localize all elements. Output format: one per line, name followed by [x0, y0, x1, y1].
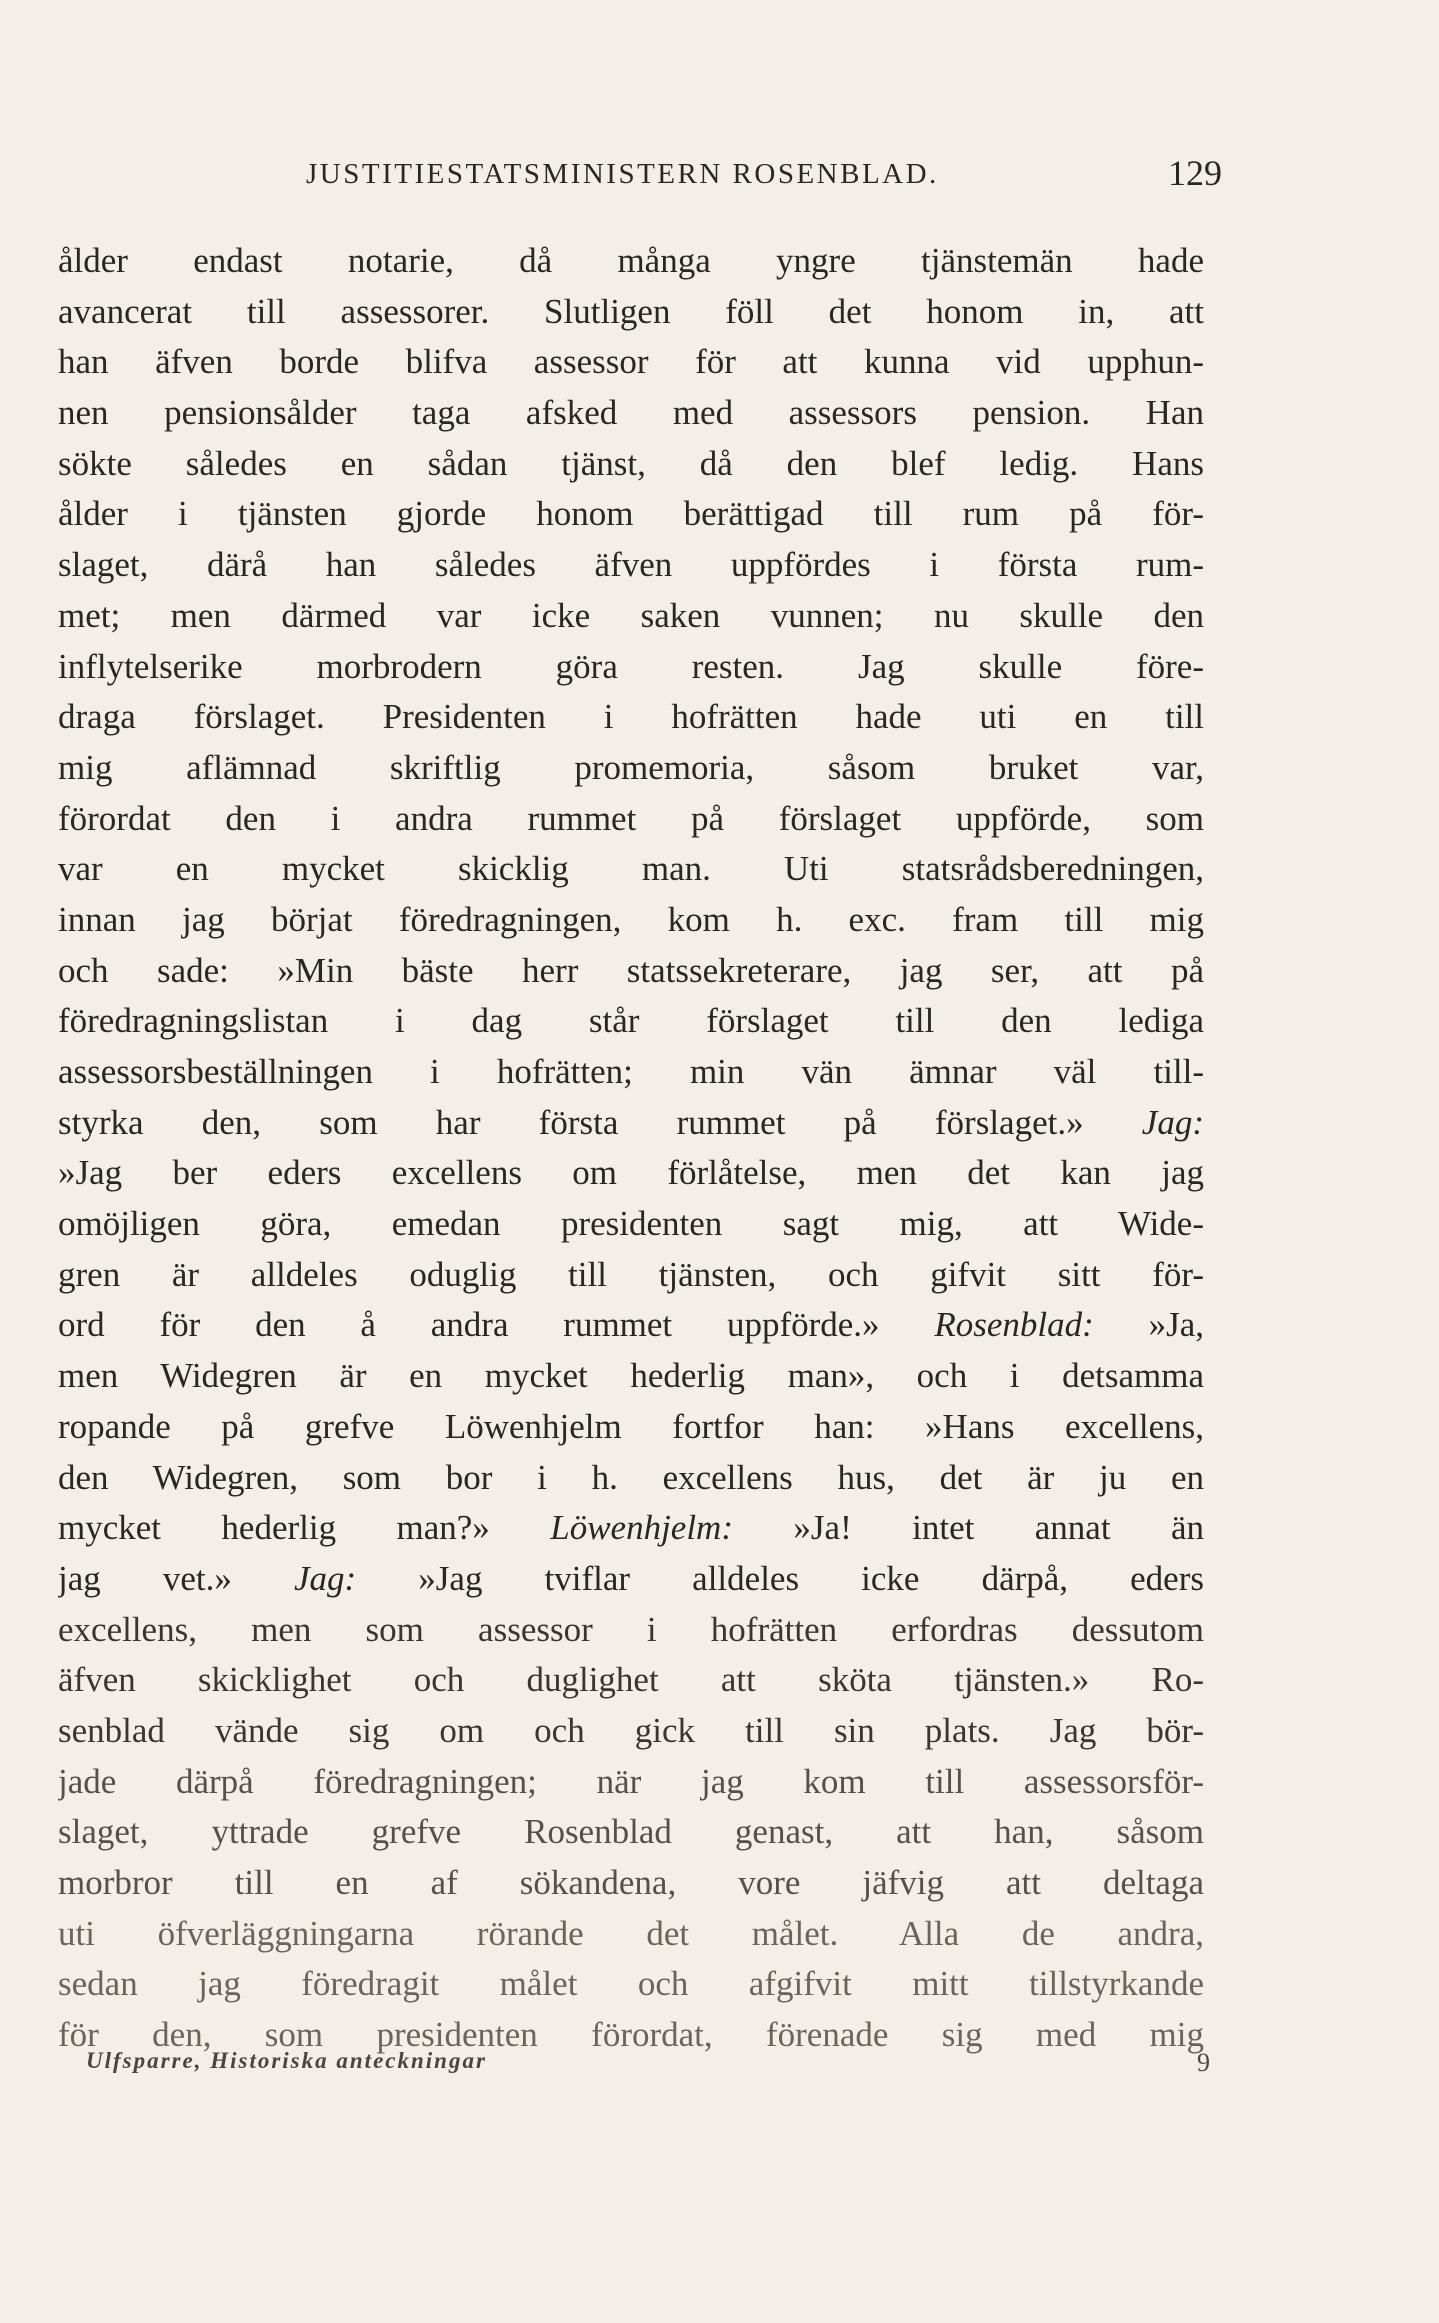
text-line: inflytelserike morbrodern göra resten. Jag skulle före-: [58, 646, 1204, 686]
body-text: [58, 236, 1204, 2061]
text-line: ålder endast notarie, då många yngre tjänstemän hade: [58, 241, 1204, 280]
text-line: den Widegren, som bor i h. excellens hus, det är ju en: [58, 1457, 1204, 1497]
running-head: [306, 153, 1222, 206]
printer-signature: [86, 2048, 1210, 2088]
text-line: ord för den å andra rummet uppförde.» Rosenblad: »Ja,: [58, 1305, 1204, 1345]
text-line: jade därpå föredragningen; när jag kom till assessorsför-: [58, 1761, 1204, 1801]
text-line: excellens, men som assessor i hofrätten erfordras dessutom: [58, 1609, 1204, 1649]
text-line: och sade: »Min bäste herr statssekreterare, jag ser, att på: [58, 950, 1204, 990]
text-line: innan jag börjat föredragningen, kom h. exc. fram till mig: [58, 899, 1204, 939]
text-line: föredragningslistan i dag står förslaget till den lediga: [58, 1001, 1204, 1041]
signature-text: Ulfsparre, Historiska anteckningar: [86, 2048, 487, 2073]
text-line: mig aflämnad skriftlig promemoria, såsom bruket var,: [58, 747, 1204, 787]
text-line: jag vet.» Jag: »Jag tviflar alldeles icke därpå, eders: [58, 1558, 1204, 1598]
text-line: uti öfverläggningarna rörande det målet. Alla de andra,: [58, 1913, 1204, 1953]
text-line: för den, som presidenten förordat, förenade sig med mig: [58, 2015, 1204, 2055]
text-line: ålder i tjänsten gjorde honom berättigad till rum på för-: [58, 494, 1204, 534]
text-line: förordat den i andra rummet på förslaget uppförde, som: [58, 798, 1204, 838]
text-line: men Widegren är en mycket hederlig man», och i detsamma: [58, 1356, 1204, 1396]
text-line: sökte således en sådan tjänst, då den blef ledig. Hans: [58, 443, 1204, 483]
text-line: styrka den, som har första rummet på förslaget.» Jag:: [58, 1102, 1204, 1142]
signature-mark: 9: [1197, 2048, 1210, 2077]
running-title: JUSTITIESTATSMINISTERN ROSENBLAD.: [306, 158, 939, 190]
text-line: senblad vände sig om och gick till sin plats. Jag bör-: [58, 1710, 1204, 1750]
text-line: nen pensionsålder taga afsked med assessors pension. Han: [58, 393, 1204, 433]
text-line: avancerat till assessorer. Slutligen föll det honom in, att: [58, 291, 1204, 331]
text-line: met; men därmed var icke saken vunnen; nu skulle den: [58, 595, 1204, 635]
text-line: mycket hederlig man?» Löwenhjelm: »Ja! intet annat än: [58, 1508, 1204, 1548]
text-line: slaget, yttrade grefve Rosenblad genast, att han, såsom: [58, 1812, 1204, 1852]
text-line: slaget, därå han således äfven uppfördes i första rum-: [58, 545, 1204, 585]
text-line: äfven skicklighet och duglighet att sköta tjänsten.» Ro-: [58, 1660, 1204, 1700]
text-line: omöjligen göra, emedan presidenten sagt mig, att Wide-: [58, 1204, 1204, 1244]
text-line: »Jag ber eders excellens om förlåtelse, men det kan jag: [58, 1153, 1204, 1193]
text-line: sedan jag föredragit målet och afgifvit mitt tillstyrkande: [58, 1964, 1204, 2004]
text-line: assessorsbeställningen i hofrätten; min vän ämnar väl till-: [58, 1052, 1204, 1091]
text-line: var en mycket skicklig man. Uti statsrådsberedningen,: [58, 849, 1204, 889]
text-line: gren är alldeles oduglig till tjänsten, och gifvit sitt för-: [58, 1254, 1204, 1294]
text-line: ropande på grefve Löwenhjelm fortfor han: »Hans excellens,: [58, 1406, 1204, 1446]
page-number: 129: [1168, 153, 1222, 193]
text-line: morbror till en af sökandena, vore jäfvig att deltaga: [58, 1863, 1204, 1902]
text-line: han äfven borde blifva assessor för att kunna vid upphun-: [58, 342, 1204, 382]
text-line: draga förslaget. Presidenten i hofrätten hade uti en till: [58, 697, 1204, 737]
